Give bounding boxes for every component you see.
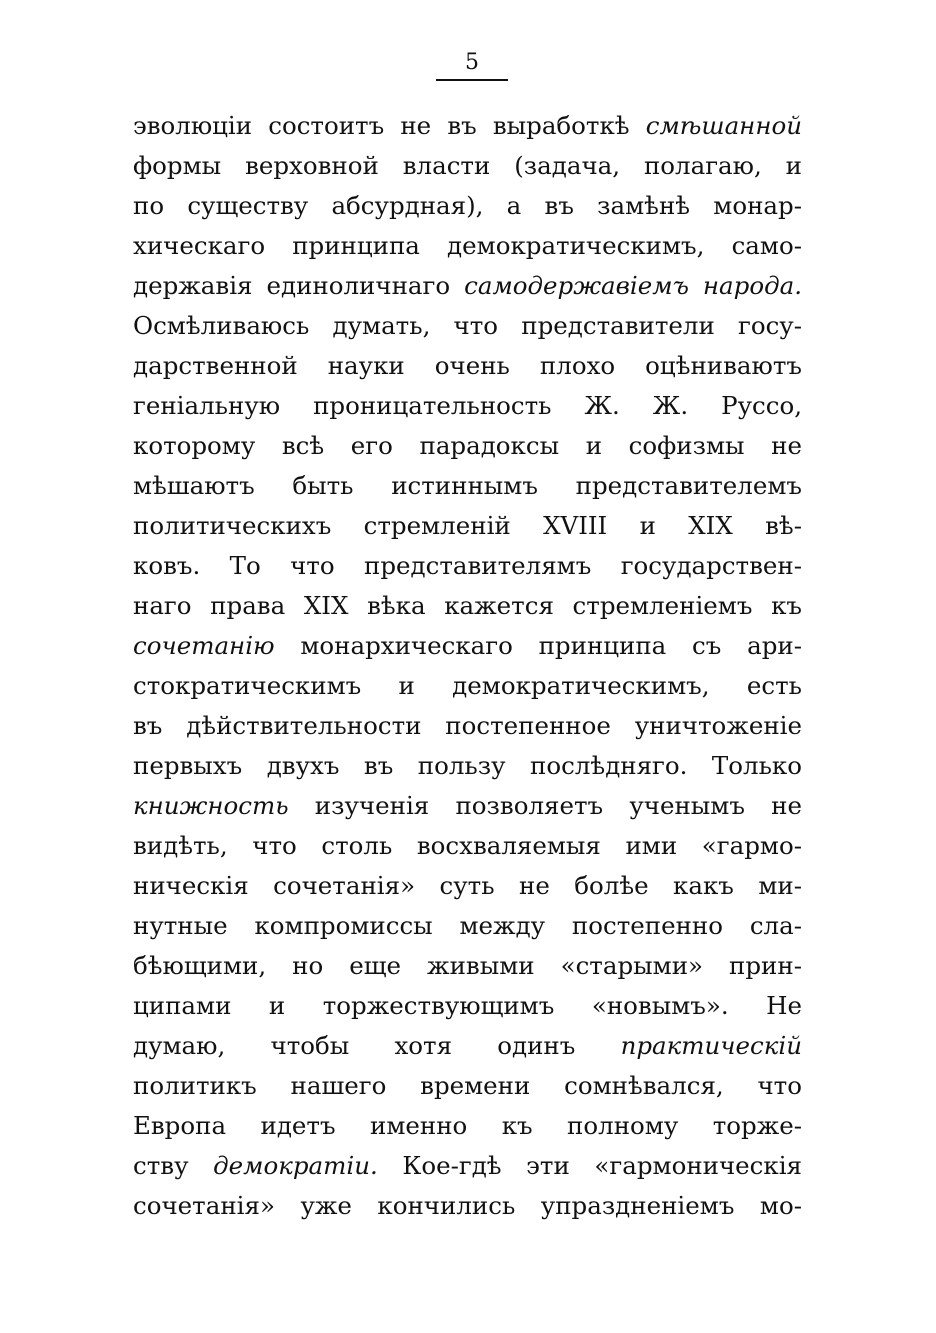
text-line	[133, 426, 802, 466]
text-segment: видѣть, что столь восхваляемыя ими «гармо-	[133, 831, 802, 860]
text-line	[133, 1186, 802, 1226]
text-segment: ципами и торжествующимъ «новымъ». Не	[133, 991, 802, 1020]
italic-text-segment: сочетанію	[133, 631, 275, 660]
text-segment: которому всѣ его парадоксы и софизмы не	[133, 431, 802, 460]
text-segment: формы верховной власти (задача, полагаю, и	[133, 151, 802, 180]
italic-text-segment: практическій	[620, 1031, 802, 1060]
body-text	[133, 106, 802, 1226]
text-segment: политическихъ стремленій XVIII и XIX вѣ-	[133, 511, 802, 540]
text-segment: ническія сочетанія» суть не болѣе какъ ми-	[133, 871, 802, 900]
text-line	[133, 626, 802, 666]
text-segment: Кое-гдѣ эти «гармоническія	[377, 1151, 802, 1180]
text-segment: думаю, чтобы хотя одинъ	[133, 1031, 621, 1060]
text-segment: по существу абсурдная), а въ замѣнѣ монар-	[133, 191, 802, 220]
text-line	[133, 866, 802, 906]
text-segment: политикъ нашего времени сомнѣвался, что	[133, 1071, 802, 1100]
text-line	[133, 266, 802, 306]
text-line	[133, 786, 802, 826]
text-segment: бѣющими, но еще живыми «старыми» прин-	[133, 951, 802, 980]
text-segment: Европа идетъ именно къ полному торже-	[133, 1111, 802, 1140]
text-line	[133, 106, 802, 146]
text-segment: ковъ. То что представителямъ государствен-	[133, 551, 802, 580]
text-line	[133, 666, 802, 706]
italic-text-segment: книжность	[133, 791, 289, 820]
text-segment: дарственной науки очень плохо оцѣниваютъ	[133, 351, 802, 380]
text-segment: нутные компромиссы между постепенно сла-	[133, 911, 802, 940]
page-number: 5	[465, 50, 479, 75]
text-segment: первыхъ двухъ въ пользу послѣдняго. Только	[133, 751, 802, 780]
text-segment: мѣшаютъ быть истиннымъ представителемъ	[133, 471, 802, 500]
text-segment: монархическаго принципа съ ари-	[274, 631, 802, 660]
text-segment: Осмѣливаюсь думать, что представители госу-	[133, 311, 802, 340]
text-line	[133, 986, 802, 1026]
text-line	[133, 826, 802, 866]
text-line	[133, 546, 802, 586]
italic-text-segment: смѣшанной	[645, 111, 802, 140]
text-line	[133, 186, 802, 226]
text-segment: геніальную проницательность Ж. Ж. Руссо,	[133, 391, 802, 420]
text-segment: въ дѣйствительности постепенное уничтоженіе	[133, 711, 802, 740]
text-line	[133, 1026, 802, 1066]
page-number-rule	[436, 79, 508, 81]
text-line	[133, 1106, 802, 1146]
text-line	[133, 506, 802, 546]
text-line	[133, 906, 802, 946]
text-line	[133, 346, 802, 386]
text-segment: державія единоличнаго	[133, 271, 465, 300]
text-line	[133, 1066, 802, 1106]
text-segment: ству	[133, 1151, 214, 1180]
italic-text-segment: демократіи.	[213, 1151, 378, 1180]
text-line	[133, 586, 802, 626]
text-line	[133, 946, 802, 986]
text-line	[133, 1146, 802, 1186]
text-segment: изученія позволяетъ ученымъ не	[288, 791, 802, 820]
text-segment: эволюціи состоитъ не въ выработкѣ	[133, 111, 646, 140]
text-line	[133, 466, 802, 506]
text-segment: наго права XIX вѣка кажется стремленіемъ къ	[133, 591, 802, 620]
text-line	[133, 706, 802, 746]
italic-text-segment: самодержавіемъ народа.	[464, 271, 802, 300]
text-line	[133, 146, 802, 186]
text-line	[133, 306, 802, 346]
text-line	[133, 226, 802, 266]
text-line	[133, 746, 802, 786]
text-segment: хическаго принципа демократическимъ, само-	[133, 231, 802, 260]
text-segment: сочетанія» уже кончились упраздненіемъ мо-	[133, 1191, 802, 1220]
text-line	[133, 386, 802, 426]
text-segment: стократическимъ и демократическимъ, есть	[133, 671, 802, 700]
